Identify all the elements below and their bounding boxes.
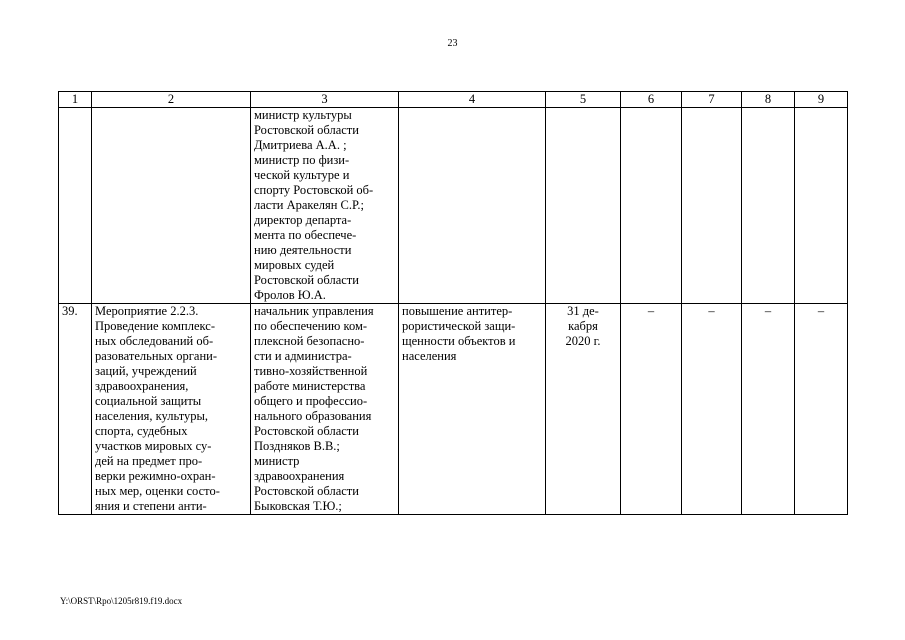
cell-line: 31 де-: [567, 304, 599, 318]
cell-line: Ростовской области: [254, 273, 359, 287]
col9-cell: –: [795, 304, 848, 515]
cell-line: министр культуры: [254, 108, 352, 122]
cell-line: дей на предмет про-: [95, 454, 203, 468]
responsible-cell: [251, 304, 399, 515]
cell-line: Быковская Т.Ю.;: [254, 499, 342, 513]
cell-line: 2020 г.: [565, 334, 601, 348]
cell-line: директор департа-: [254, 213, 352, 227]
col8-cell: [742, 108, 795, 304]
cell-line: ласти Аракелян С.Р.;: [254, 198, 364, 212]
measures-table: [58, 91, 848, 515]
header-cell: 7: [682, 92, 742, 108]
num-cell: 39.: [59, 304, 92, 515]
cell-line: плексной безопасно-: [254, 334, 365, 348]
measure-cell: [92, 304, 251, 515]
cell-line: работе министерства: [254, 379, 366, 393]
cell-line: министр по физи-: [254, 153, 350, 167]
cell-line: ных обследований об-: [95, 334, 214, 348]
cell-line: повышение антитер-: [402, 304, 513, 318]
cell-line: щенности объектов и: [402, 334, 516, 348]
page-number: 23: [447, 38, 458, 49]
cell-line: тивно-хозяйственной: [254, 364, 368, 378]
cell-line: верки режимно-охран-: [95, 469, 216, 483]
result-cell: [399, 304, 546, 515]
cell-line: начальник управления: [254, 304, 374, 318]
cell-line: кабря: [568, 319, 598, 333]
cell-line: министр: [254, 454, 300, 468]
cell-line: нию деятельности: [254, 243, 352, 257]
measure-cell: [92, 108, 251, 304]
cell-line: Фролов Ю.А.: [254, 288, 326, 302]
cell-line: населения: [402, 349, 457, 363]
result-cell: [399, 108, 546, 304]
cell-line: Дмитриева А.А. ;: [254, 138, 347, 152]
col9-cell: [795, 108, 848, 304]
header-cell: 4: [399, 92, 546, 108]
cell-line: нального образования: [254, 409, 372, 423]
cell-line: Поздняков В.В.;: [254, 439, 340, 453]
num-cell: [59, 108, 92, 304]
cell-line: заций, учреждений: [95, 364, 197, 378]
header-cell: 5: [546, 92, 621, 108]
cell-line: ных мер, оценки состо-: [95, 484, 220, 498]
col7-cell: –: [682, 304, 742, 515]
header-cell: 3: [251, 92, 399, 108]
col6-cell: –: [621, 304, 682, 515]
cell-line: мента по обеспече-: [254, 228, 357, 242]
cell-line: Ростовской области: [254, 424, 359, 438]
table-header-row: [59, 92, 848, 108]
cell-line: населения, культуры,: [95, 409, 209, 423]
cell-line: рористической защи-: [402, 319, 516, 333]
file-path-footer: Y:\ORST\Rpo\1205r819.f19.docx: [60, 596, 183, 606]
table-row-39: [59, 304, 848, 515]
responsible-cell: [251, 108, 399, 304]
header-cell: 6: [621, 92, 682, 108]
col8-cell: –: [742, 304, 795, 515]
cell-line: ческой культуре и: [254, 168, 350, 182]
cell-line: Ростовской области: [254, 123, 359, 137]
header-cell: 1: [59, 92, 92, 108]
cell-line: Проведение комплекс-: [95, 319, 216, 333]
cell-line: сти и администра-: [254, 349, 352, 363]
header-cell: 2: [92, 92, 251, 108]
deadline-cell: [546, 304, 621, 515]
header-cell: 9: [795, 92, 848, 108]
cell-line: социальной защиты: [95, 394, 202, 408]
deadline-cell: [546, 108, 621, 304]
cell-line: здравоохранения: [254, 469, 345, 483]
cell-line: общего и профессио-: [254, 394, 368, 408]
table-row-continued: [59, 108, 848, 304]
col6-cell: [621, 108, 682, 304]
header-cell: 8: [742, 92, 795, 108]
cell-line: яния и степени анти-: [95, 499, 207, 513]
cell-line: участков мировых су-: [95, 439, 212, 453]
cell-line: Мероприятие 2.2.3.: [95, 304, 199, 318]
cell-line: мировых судей: [254, 258, 335, 272]
cell-line: спорту Ростовской об-: [254, 183, 374, 197]
cell-line: здравоохранения,: [95, 379, 189, 393]
cell-line: Ростовской области: [254, 484, 359, 498]
cell-line: разовательных органи-: [95, 349, 218, 363]
cell-line: спорта, судебных: [95, 424, 188, 438]
col7-cell: [682, 108, 742, 304]
cell-line: по обеспечению ком-: [254, 319, 368, 333]
